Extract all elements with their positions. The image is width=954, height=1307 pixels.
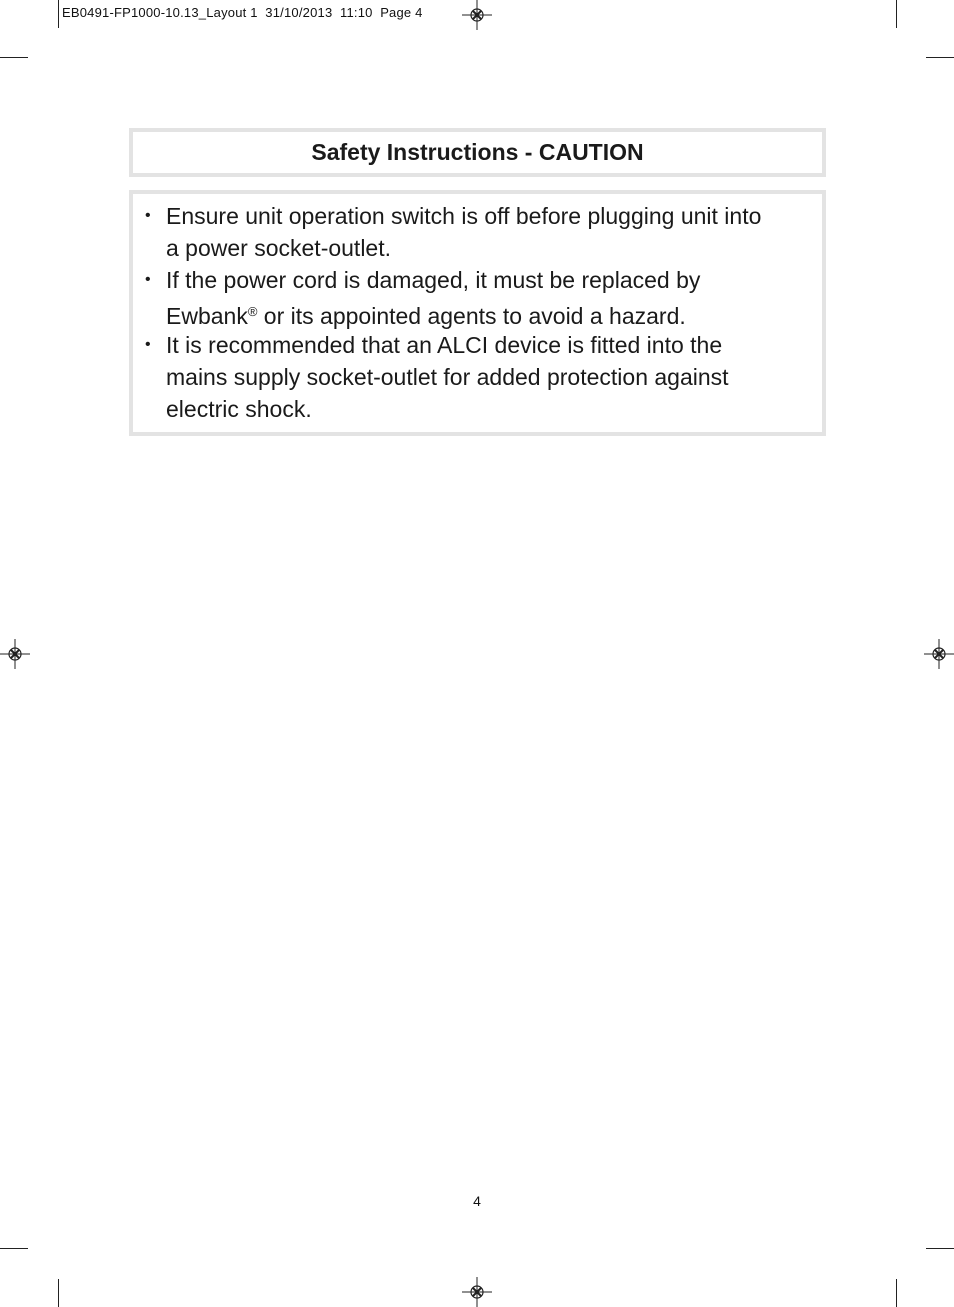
- registration-mark-left-icon: [0, 639, 30, 669]
- crop-mark-bottom-left-v: [58, 1279, 59, 1307]
- registration-mark-bottom-icon: [462, 1277, 492, 1307]
- bullet: •: [145, 336, 151, 353]
- page-title: Safety Instructions - CAUTION: [311, 139, 644, 165]
- item-line: If the power cord is damaged, it must be replaced by: [166, 267, 701, 293]
- instructions-box: [129, 190, 826, 436]
- crop-mark-top-left-v: [58, 0, 59, 28]
- page-number: 4: [473, 1193, 481, 1209]
- item-line: [166, 296, 806, 332]
- crop-mark-top-right-h: [926, 57, 954, 58]
- crop-mark-top-left-h: [0, 57, 28, 58]
- crop-mark-bottom-right-v: [896, 1279, 897, 1307]
- printer-slug: EB0491-FP1000-10.13_Layout 1 31/10/2013 11:10 Page 4: [62, 5, 423, 20]
- registration-mark-right-icon: [924, 639, 954, 669]
- item-line-rest: or its appointed agents to avoid a hazard.: [257, 303, 686, 329]
- item-line: a power socket-outlet.: [166, 235, 392, 261]
- bullet: •: [145, 271, 151, 288]
- crop-mark-bottom-right-h: [926, 1248, 954, 1249]
- list-item: [145, 200, 806, 264]
- bullet: •: [145, 207, 151, 224]
- registered-mark: ®: [247, 304, 258, 319]
- brand-name: Ewbank: [166, 303, 248, 329]
- item-line: mains supply socket-outlet for added protection against: [166, 364, 729, 390]
- list-item: [145, 264, 806, 332]
- crop-mark-bottom-left-h: [0, 1248, 28, 1249]
- list-item: [145, 329, 806, 425]
- item-line: It is recommended that an ALCI device is fitted into the: [166, 332, 723, 358]
- crop-mark-top-right-v: [896, 0, 897, 28]
- heading-box: [129, 128, 826, 177]
- item-line: Ensure unit operation switch is off before plugging unit into: [166, 203, 762, 229]
- item-line: electric shock.: [166, 396, 312, 422]
- registration-mark-top-icon: [462, 0, 492, 30]
